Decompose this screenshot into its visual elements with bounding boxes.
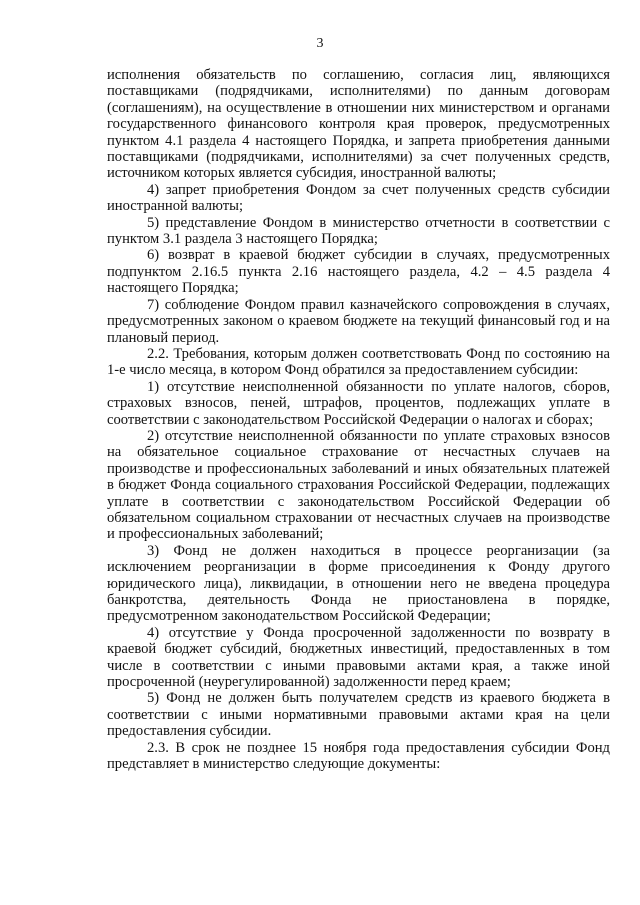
paragraph-item-7: 7) соблюдение Фондом правил казначейского сопровождения в случаях, предусмотренных законом о краевом бюджете на текущий финансовый год и на плановый период. [107,296,610,346]
paragraph-section-2-2: 2.2. Требования, которым должен соответствовать Фонд по состоянию на 1-е число месяца, в котором Фонд обратился за предоставлением субсидии: [107,345,610,379]
paragraph-requirement-2: 2) отсутствие неисполненной обязанности по уплате страховых взносов на обязательное социальное страхование от несчастных случаев на производстве и профессиональных заболеваний и иных обязательных платежей в бюджет Фонда социального страхования Российской Федерации, подлежащих уплате в соответствии с законодательством Российской Федерации об обязательном социальном страховании от несчастных случаев на производстве и профессиональных заболеваний; [107,427,610,543]
paragraph-requirement-5: 5) Фонд не должен быть получателем средств из краевого бюджета в соответствии с иными нормативными правовыми актами края на цели предоставления субсидии. [107,690,610,740]
paragraph-item-4: 4) запрет приобретения Фондом за счет полученных средств субсидии иностранной валюты; [107,181,610,215]
paragraph-requirement-4: 4) отсутствие у Фонда просроченной задолженности по возврату в краевой бюджет субсидий, бюджетных инвестиций, предоставленных в том числе в соответствии с иными правовыми актами края, а также иной просроченной (неурегулированной) задолженности перед краем; [107,624,610,691]
paragraph-item-6: 6) возврат в краевой бюджет субсидии в случаях, предусмотренных подпунктом 2.16.5 пункта 2.16 настоящего раздела, 4.2 – 4.5 раздела 4 настоящего Порядка; [107,247,610,297]
paragraph-requirement-3: 3) Фонд не должен находиться в процессе реорганизации (за исключением реорганизации в форме присоединения к Фонду другого юридического лица), ликвидации, в отношении него не введена процедура банкротства, деятельность Фонда не приостановлена в порядке, предусмотренном законодательством Российской Федерации; [107,542,610,625]
page-number: 3 [316,36,324,51]
paragraph-item-5: 5) представление Фондом в министерство отчетности в соответствии с пунктом 3.1 раздела 3 настоящего Порядка; [107,214,610,248]
paragraph-continuation: исполнения обязательств по соглашению, согласия лиц, являющихся поставщиками (подрядчиками, исполнителями) по данным договорам (соглашениям), на осуществление в отношении них министерством и органами государственного финансового контроля края проверок, предусмотренных пунктом 4.1 раздела 4 настоящего Порядка, и запрета приобретения данными поставщиками (подрядчиками, исполнителями) за счет полученных средств, источником которых является субсидия, иностранной валюты; [107,67,610,182]
paragraph-section-2-3: 2.3. В срок не позднее 15 ноября года предоставления субсидии Фонд представляет в министерство следующие документы: [107,739,610,773]
paragraph-requirement-1: 1) отсутствие неисполненной обязанности по уплате налогов, сборов, страховых взносов, пеней, штрафов, процентов, подлежащих уплате в соответствии с законодательством Российской Федерации о налогах и сборах; [107,378,610,428]
document-body [107,67,610,772]
